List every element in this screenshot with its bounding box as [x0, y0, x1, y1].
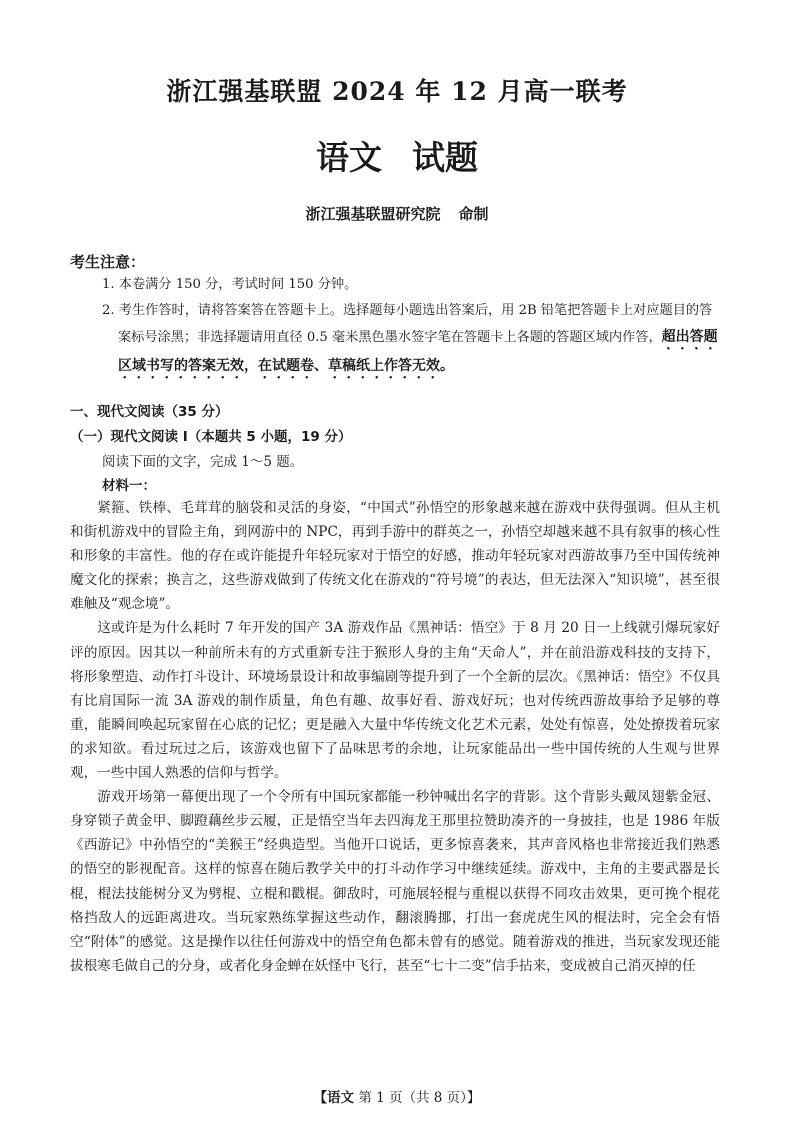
notice-item-2-text: 2. 考生作答时，请将答案答在答题卡上。选择题每小题选出答案后，用 2B 铅笔把答题卡上对应题目的答案标号涂黑；非选择题请用直径 0.5 毫米黑色墨水签字笔在答题卡上各题的答题区域内作答， — [102, 303, 713, 345]
subject-title — [0, 132, 794, 179]
maker-label: 命制 — [458, 205, 489, 223]
notice-heading: 考生注意： — [70, 253, 146, 271]
page-footer — [0, 1086, 794, 1106]
passage-paragraph-1: 紧箍、铁棒、毛茸茸的脑袋和灵活的身姿，“中国式”孙悟空的形象越来越在游戏中获得强调。但从主机和街机游戏中的冒险主角，到网游中的 NPC，再到手游中的群英之一，孙悟空却越来越不具有叙事的核心性和形象的丰富性。他的存在或许能提升年轻玩家对于悟空的好感，推动年轻玩家对西游故事乃至中国传统神魔文化的探索；换言之，这些游戏做到了传统文化在游戏的“符号境”的表达，但无法深入“知识境”，甚至很难触及“观念境”。 — [70, 500, 720, 613]
material-label: 材料一： — [102, 478, 156, 494]
subsection-heading: （一）现代文阅读 Ⅰ（本题共 5 小题，19 分） — [70, 429, 352, 445]
notice-item-2 — [102, 298, 722, 382]
passage-paragraph-2: 这或许是为什么耗时 7 年开发的国产 3A 游戏作品《黑神话：悟空》于 8 月 20 日一上线就引爆玩家好评的原因。因其以一种前所未有的方式重新专注于猴形人身的主角“天命人”，并在前沿游戏科技的支持下，将形象塑造、动作打斗设计、环境场景设计和故事编剧等提升到了一个全新的层次。《黑神话：悟空》不仅具有比肩国际一流 3A 游戏的制作质量，角色有趣、故事好看、游戏好玩；也对传统西游故事给予足够的尊重，能瞬间唤起玩家留在心底的记忆；更是融入大量中华传统文化艺术元素，处处有惊喜，处处撩拨着玩家的求知欲。看过玩过之后，该游戏也留下了品味思考的余地，让玩家能品出一些中国传统的人生观与世界观，一些中国人熟悉的信仰与哲学。 — [70, 620, 720, 782]
paper-type: 试题 — [412, 138, 478, 177]
footer-subject: 【语文 — [313, 1090, 355, 1106]
passage-paragraph-3: 游戏开场第一幕便出现了一个令所有中国玩家都能一秒钟喊出名字的背影。这个背影头戴凤翅紫金冠、身穿锁子黄金甲、脚蹬藕丝步云履，正是悟空当年去四海龙王那里拉赞助凑齐的一身披挂，也是 1986 年版《西游记》中孙悟空的“美猴王”经典造型。当他开口说话，更多惊喜袭来，其声音风格也非常接近我们熟悉的悟空的影视配音。这样的惊喜在随后教学关中的打斗动作学习中继续延续。游戏中，主角的主要武器是长棍，棍法技能树分叉为劈棍、立棍和戳棍。御敌时，可施展轻棍与重棍以获得不同攻击效果，更可挽个棍花格挡敌人的远距离进攻。当玩家熟练掌握这些动作，翻滚腾挪，打出一套虎虎生风的棍法时，完全会有悟空“附体”的感觉。这是操作以往任何游戏中的悟空角色都未曾有的感觉。随着游戏的推进，当玩家发现还能拔根寒毛做自己的分身，或者化身金蝉在妖怪中飞行，甚至“七十二变”信手拈来，变成被自己消灭掉的任 — [70, 789, 720, 974]
subject-name: 语文 — [316, 138, 382, 177]
notice-item-2-emphasis: 超出答题区域书写的答案无效，在试题卷、草稿纸上作答无效。 — [118, 329, 718, 374]
maker-line — [0, 203, 794, 224]
footer-page-number: 第 1 页（共 8 页）】 — [358, 1090, 481, 1106]
section-heading: 一、现代文阅读（35 分） — [70, 404, 229, 420]
passage — [70, 496, 720, 978]
exam-title: 浙江强基联盟 2024 年 12 月高一联考 — [166, 77, 628, 106]
maker-org: 浙江强基联盟研究院 — [305, 205, 441, 223]
reading-instruction: 阅读下面的文字，完成 1～5 题。 — [102, 454, 304, 470]
notice-item-1: 1. 本卷满分 150 分，考试时间 150 分钟。 — [102, 277, 358, 292]
